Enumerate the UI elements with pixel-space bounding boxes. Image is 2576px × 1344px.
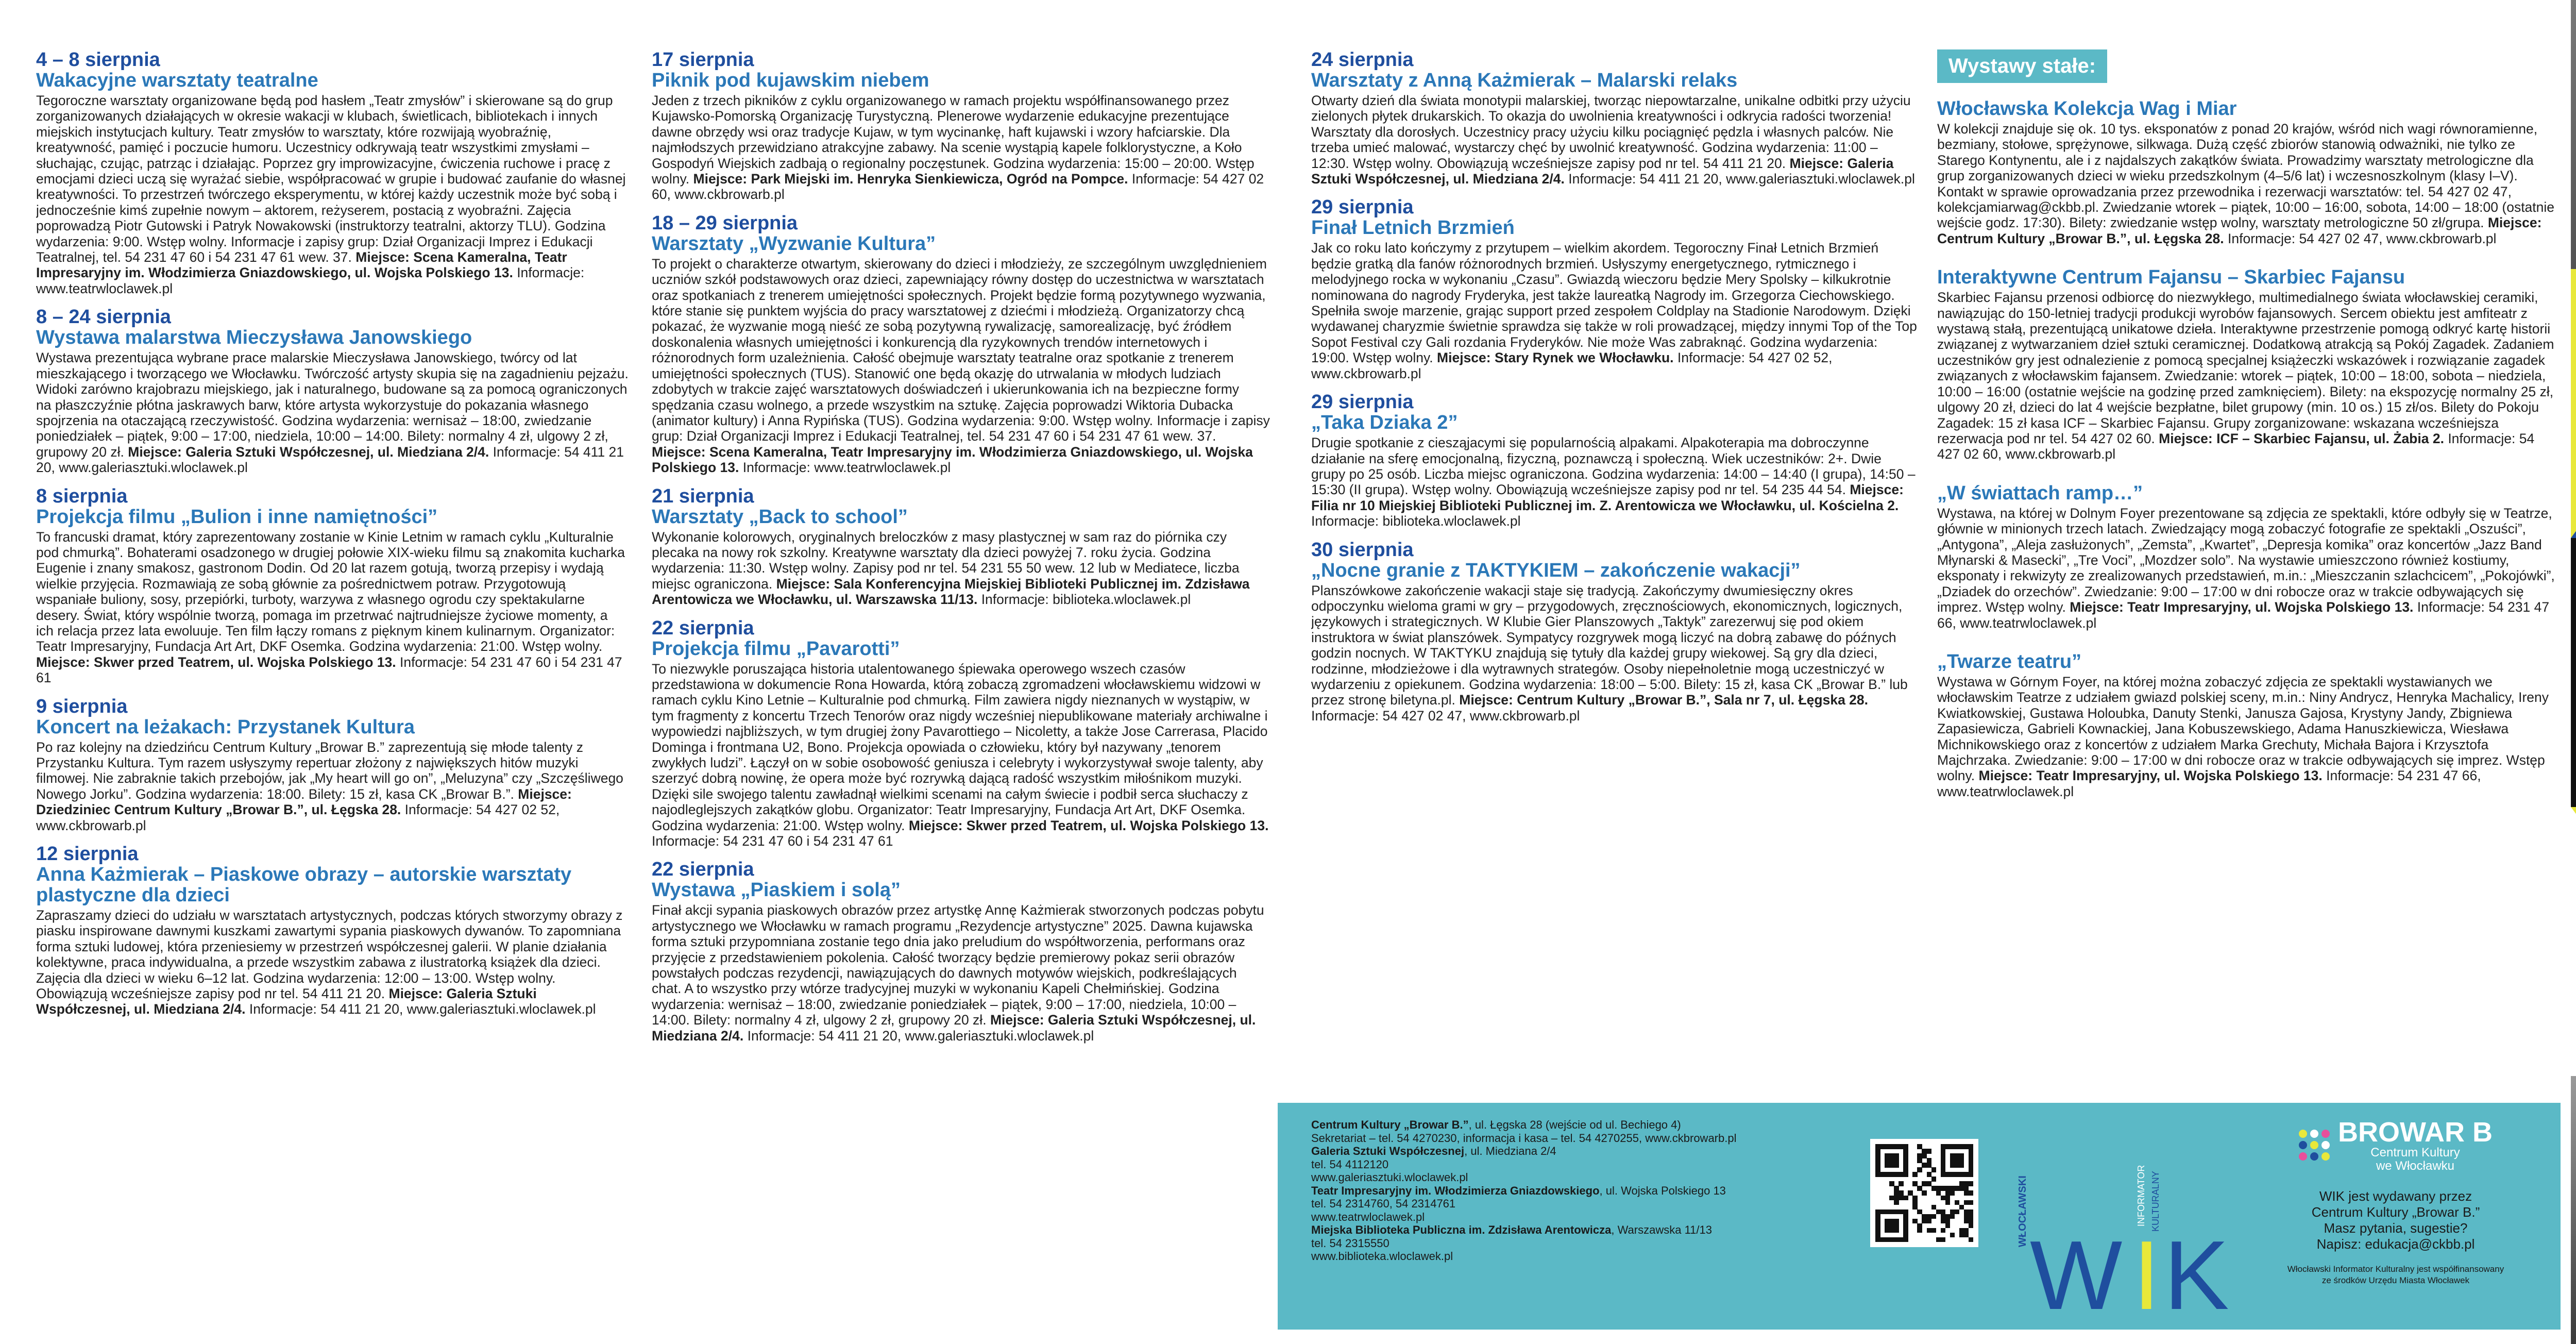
event-info: Informacje: www.teatrwloclawek.pl bbox=[742, 460, 951, 476]
event-date: 22 sierpnia bbox=[652, 617, 754, 639]
financing-line: Włocławski Informator Kulturalny jest współfinansowany bbox=[2287, 1264, 2504, 1274]
institution-detail: www.galeriasztuki.wloclawek.pl bbox=[1311, 1171, 1468, 1184]
event-entry bbox=[36, 49, 629, 296]
exhibition-text: Wystawa w Górnym Foyer, na której można zobaczyć zdjęcia ze spektakli wystawianych we włocławskim Teatrze z udziałem gwiazd polskiej sceny, m.in.: Niny Andrycz, Henryka Machalicy, Ireny Kwiatkowskiej, Gustawa Holoubka, Danuty Stenki, Janusza Gajosa, Krystyny Jandy, Zbigniewa Zapasiewicza, Gabrieli Kownackiej, Jana Kobuszewskiego, Adama Hanuszkiewicza, Wiesława Michnikowskiego oraz z koncertów z udziałem Marka Grechuty, Michała Bajora i Krzysztofa Majchrzaka. Zwiedzanie: 9:00 – 17:00 w dni robocze oraz w trakcie odbywających się imprez. Wstęp wolny. bbox=[1937, 674, 2549, 784]
event-title: Warsztaty „Wyzwanie Kultura” bbox=[652, 232, 936, 255]
event-info: Informacje: 54 427 02 47, www.ckbrowarb.pl bbox=[1311, 708, 1580, 724]
institution-name: Miejska Biblioteka Publiczna im. Zdzisława Arentowicza bbox=[1311, 1223, 1612, 1236]
event-venue: Miejsce: Dziedziniec Centrum Kultury „Browar B.”, ul. Łęgska 28. bbox=[36, 786, 572, 818]
event-title: Wystawa „Piaskiem i solą” bbox=[652, 879, 901, 901]
exhibition-text: Wystawa, na której w Dolnym Foyer prezentowane są zdjęcia ze spektakli, które odbyły się w Teatrze, głównie w minionych trzech latach. Zwiedzający mogą zobaczyć fotografie ze spektakli „Oszuści”, „Antygona”, „Aleja zasłużonych”, „Zemsta”, „Kwartet”, „Depresja komika” oraz koncertów „Jazz Band Młynarski & Masecki”, „Tre Voci”, „Mozdzer solo”. Na wystawie umieszczono również kostiumy, eksponaty i rekwizyty ze zrealizowanych przedstawień, m.in.: „Mieszczanin szlachcicem”, „Pokojówki”, „Dziadek do orzechów”. Zwiedzanie: 9:00 – 17:00 w dni robocze oraz w trakcie odbywających się imprez. Wstęp wolny. bbox=[1937, 505, 2555, 615]
exhibition-description bbox=[1937, 290, 2561, 462]
event-info: Informacje: 54 231 47 60 i 54 231 47 61 bbox=[36, 654, 622, 686]
event-date: 4 – 8 sierpnia bbox=[36, 49, 160, 71]
event-entry bbox=[652, 49, 1270, 203]
browar-sub1: Centrum Kultury bbox=[2370, 1146, 2460, 1160]
event-venue: Miejsce: Galeria Sztuki Współczesnej, ul. Miedziana 2/4. bbox=[128, 444, 489, 460]
publisher-block bbox=[2251, 1118, 2540, 1286]
triangle-yellow-2 bbox=[2571, 269, 2576, 538]
event-date: 22 sierpnia bbox=[652, 859, 754, 881]
exhibition-entry bbox=[1937, 267, 2561, 462]
publisher-line: Masz pytania, sugestie? bbox=[2324, 1220, 2468, 1236]
event-entry bbox=[36, 844, 629, 1017]
event-info: Informacje: 54 411 21 20, www.galeriasztuki.wloclawek.pl bbox=[747, 1028, 1094, 1044]
publisher-email[interactable]: Napisz: edukacja@ckbb.pl bbox=[2316, 1236, 2475, 1252]
qr-code[interactable] bbox=[1870, 1139, 1978, 1247]
mini-logo-i: I bbox=[2133, 1221, 2160, 1319]
event-description bbox=[652, 256, 1270, 476]
event-date: 12 sierpnia bbox=[36, 843, 139, 865]
mini-logo-line1: WŁOCŁAWSKI bbox=[2017, 1175, 2028, 1247]
event-text: Planszówkowe zakończenie wakacji staje się tradycją. Zakończymy dwumiesięczny okres odpoczynku wieloma grami w gry – przygodowych, zręcznościowych, ekonomicznych, logicznych, językowych i strategicznych. W Klubie Gier Planszowych „Taktyk” zarezerwuj się pod okiem instruktora w świat planszówek. Sympatycy rozgrywek mogą liczyć na dobrą zabawę do późnych godzin nocnych. W TAKTYKU znajdują się tytuły dla każdej grupy wiekowej. Są gry dla dzieci, rodzinne, młodzieżowe i dla wytrawnych strategów. Osoby niepełnoletnie mogą uczestniczyć w wydarzeniu z opiekunem. Godzina wydarzenia: 18:00 – 5:00. Bilety: 15 zł, kasa CK „Browar B.” lub przez stronę biletyna.pl. bbox=[1311, 582, 1908, 708]
event-venue: Miejsce: Park Miejski im. Henryka Sienkiewicza, Ogród na Pompce. bbox=[693, 171, 1128, 187]
event-venue: Miejsce: Filia nr 10 Miejskiej Biblioteki Publicznej im. Z. Arentowicza we Włocławku, ul. Kościelna 2. bbox=[1311, 482, 1904, 513]
event-text: Otwarty dzień dla świata monotypii malarskiej, tworząc niepowtarzalne, unikalne odbitki przy użyciu zielonych płytek drukarskich. To okazja do uwolnienia kreatywności i odkrycia radości tworzenia! Warsztaty dla dorosłych. Uczestnicy pracy użyciu kilku pociągnięć pędzla i własnych palców. Nie trzeba umieć malować, wystarczy chęć by uwolnić kreatywność. Godzina wydarzenia: 11:00 – 12:30. Wstęp wolny. Obowiązują wcześniejsze zapisy pod nr tel. 54 411 21 20. bbox=[1311, 93, 1911, 171]
event-info: Informacje: 54 427 02 52, www.ckbrowarb.pl bbox=[1311, 350, 1833, 381]
event-text: To projekt o charakterze otwartym, skierowany do dzieci i młodzieży, ze szczególnym uwzględnieniem uczniów szkół podstawowych oraz dzieci, zapewniający równy dostęp do uczestnictwa w warsztatach oraz spotkaniach z trenerem umiejętności społecznych. Projekt będzie formą pozytywnego wyzwania, które stanie się punktem wyjścia do pracy warsztatowej z dziećmi i młodzieżą. Organizatorzy chcą pokazać, że wyzwanie mogą nieść ze sobą pozytywną rywalizację, samorealizację, być źródłem doskonalenia własnych umiejętności i konkurencją dla ryzykownych trendów internetowych i różnorodnych form uzależnienia. Całość obejmuje warsztaty teatralne oraz spotkanie z trenerem umiejętności społecznych (TUS). Stanowić one będą okazję do utrwalania w młodych ludziach zdobytych w trakcie zajęć warsztatowych doświadczeń i ukierunkowania ich na bezpieczne formy spędzania czasu wolnego, a przede wszystkim na sztukę. Zajęcia poprowadzi Wiktoria Dubacka (animator kultury) i Anna Rypińska (TUS). Godzina wydarzenia: 9:00. Wstęp wolny. Informacje i zapisy grup: Dział Organizacji Imprez i Edukacji Teatralnej, tel. 54 231 47 60 i 54 231 47 61 wew. 37. bbox=[652, 256, 1270, 444]
event-info: Informacje: www.teatrwloclawek.pl bbox=[36, 265, 585, 296]
event-text: Po raz kolejny na dziedzińcu Centrum Kultury „Browar B.” zaprezentują się młode talenty z Przystanku Kultura. Tym razem usłyszymy repertuar złożony z największych hitów muzyki filmowej. Nie zabraknie takich przebojów, jak „My heart will go on”, „Meluzyna” czy „Szczęśliwego Nowego Jorku”. Godzina wydarzenia: 18:00. Bilety: 15 zł, kasa CK „Browar B.”. bbox=[36, 739, 623, 802]
event-venue: Miejsce: Sala Konferencyjna Miejskiej Biblioteki Publicznej im. Zdzisława Arentowicza we Włocławku, ul. Warszawska 11/13. bbox=[652, 576, 1250, 608]
event-venue: Miejsce: Scena Kameralna, Teatr Impresaryjny im. Włodzimierza Gniazdowskiego, ul. Wojska Polskiego 13. bbox=[36, 249, 567, 281]
event-description bbox=[652, 902, 1270, 1044]
event-entry bbox=[36, 696, 629, 833]
exhibition-description bbox=[1937, 674, 2561, 799]
institution-detail: , ul. Łęgska 28 (wejście od ul. Bechiego 4) bbox=[1468, 1118, 1681, 1131]
browar-b-logo bbox=[2251, 1118, 2540, 1173]
event-description bbox=[652, 93, 1270, 203]
event-description bbox=[1311, 583, 1919, 724]
event-venue: Miejsce: Galeria Sztuki Współczesnej, ul. Miedziana 2/4. bbox=[36, 986, 537, 1017]
event-title: Warsztaty „Back to school” bbox=[652, 506, 908, 528]
address-line bbox=[1311, 1211, 1832, 1224]
column-1 bbox=[36, 0, 629, 1344]
event-info: Informacje: biblioteka.wloclawek.pl bbox=[1311, 513, 1521, 529]
event-entry bbox=[1311, 392, 1919, 529]
financing-line: ze środków Urzędu Miasta Włocławek bbox=[2321, 1275, 2470, 1285]
event-venue: Miejsce: Galeria Sztuki Współczesnej, ul. Miedziana 2/4. bbox=[652, 1012, 1256, 1044]
address-line bbox=[1311, 1145, 1832, 1158]
event-date: 30 sierpnia bbox=[1311, 539, 1414, 561]
exhibition-info: Informacje: 54 427 02 47, www.ckbrowarb.pl bbox=[2228, 230, 2497, 246]
event-date: 8 – 24 sierpnia bbox=[36, 306, 171, 328]
event-date: 17 sierpnia bbox=[652, 49, 754, 71]
event-text: Wykonanie kolorowych, oryginalnych breloczków z masy plastycznej w sam raz do piórnika czy plecaka na nowy rok szkolny. Kreatywne warsztaty dla dzieci powyżej 7. roku życia. Godzina wydarzenia: 11:30. Wstęp wolny. Zapisy pod nr tel. 54 231 55 50 wew. 12 lub w Mediatece, liczba miejsc ograniczona. bbox=[652, 529, 1240, 592]
event-entry bbox=[652, 213, 1270, 476]
address-line bbox=[1311, 1158, 1832, 1171]
publisher-info bbox=[2251, 1188, 2540, 1252]
event-description bbox=[1311, 93, 1919, 187]
event-description bbox=[1311, 435, 1919, 529]
exhibition-venue: Miejsce: Centrum Kultury „Browar B.”, ul. Łęgska 28. bbox=[1937, 215, 2542, 246]
exhibition-venue: Miejsce: Teatr Impresaryjny, ul. Wojska Polskiego 13. bbox=[2070, 599, 2414, 615]
event-venue: Miejsce: Skwer przed Teatrem, ul. Wojska Polskiego 13. bbox=[36, 654, 396, 670]
institution-detail: tel. 54 2314760, 54 2314761 bbox=[1311, 1197, 1456, 1210]
event-description bbox=[36, 350, 629, 475]
event-title: Wakacyjne warsztaty teatralne bbox=[36, 70, 318, 91]
exhibition-description bbox=[1937, 506, 2561, 631]
event-text: To francuski dramat, który zaprezentowany zostanie w Kinie Letnim w ramach cyklu „Kulturalnie pod chmurką”. Bohaterami osadzonego w drugiej połowie XIX-wieku filmu są znakomita kucharka Eugenie i znany smakosz, gastronom Dodin. Od 20 lat razem gotują, tworzą przepisy i wydają wielkie przyjęcia. Rozmawiają ze sobą głównie za pośrednictwem potraw. Przygotowują wspaniałe buliony, sosy, przepiórki, turboty, warzywa z własnego ogrodu czy spektakularne desery. Świat, który wspólnie tworzą, pomaga im przetrwać najtrudniejsze życiowe momenty, a ich relacja przez lata ewoluuje. Ten film łączy romans z pięknym kinem kulinarnym. Organizator: Teatr Impresaryjny, Fundacja Art Art, DKF Osemka. Godzina wydarzenia: 21:00. Wstęp wolny. bbox=[36, 529, 625, 654]
address-line bbox=[1311, 1118, 1832, 1132]
event-title: „Taka Dziaka 2” bbox=[1311, 412, 1458, 434]
address-line bbox=[1311, 1171, 1832, 1184]
browar-dots-icon bbox=[2299, 1130, 2331, 1162]
triangle-white-4 bbox=[2571, 807, 2576, 1076]
financing-note bbox=[2251, 1264, 2540, 1286]
exhibition-title: Włocławska Kolekcja Wag i Miar bbox=[1937, 98, 2237, 120]
event-entry bbox=[36, 486, 629, 686]
institution-name: Galeria Sztuki Współczesnej bbox=[1311, 1145, 1465, 1157]
exhibition-info: Informacje: 54 231 47 66, www.teatrwloclawek.pl bbox=[1937, 768, 2481, 799]
event-date: 21 sierpnia bbox=[652, 485, 754, 507]
exhibition-entry bbox=[1937, 98, 2561, 246]
exhibition-title: Interaktywne Centrum Fajansu – Skarbiec Fajansu bbox=[1937, 266, 2405, 289]
event-text: Tegoroczne warsztaty organizowane będą pod hasłem „Teatr zmysłów” i skierowane są do grup zorganizowanych działających w okresie wakacji w klubach, świetlicach, bibliotekach i innych miejskich instytucjach kultury. Teatr zmysłów to warsztaty, które rozwijają wyobraźnię, kreatywność, pamięć i poczucie humoru. Uczestnicy odkrywają teatr wszystkimi zmysłami – słuchając, czując, patrząc i działając. Poprzez gry improwizacyjne, ćwiczenia ruchowe i pracę z emocjami dzieci uczą się wyrażać siebie, współpracować w grupie i budować zaufanie do własnej kreatywności. To przestrzeń twórczego eksperymentu, w której każdy uczestnik może być sobą i jednocześnie kimś zupełnie nowym – aktorem, reżyserem, postacią z wyobraźni. Zajęcia poprowadzą Piotr Gutowski i Patryk Nowakowski (instruktorzy teatralni, aktorzy TLU). Godzina wydarzenia: 9:00. Wstęp wolny. Informacje i zapisy grup: Dział Organizacji Imprez i Edukacji Teatralnej, tel. 54 231 47 60 i 54 231 47 61 wew. 37. bbox=[36, 93, 626, 265]
event-text: Jeden z trzech pikników z cyklu organizowanego w ramach projektu współfinansowanego przez Kujawsko-Pomorską Organizację Turystyczną. Plenerowe wydarzenie edukacyjne prezentujące dawne obrzędy wsi oraz tradycje Kujaw, w tym wycinankę, haft kujawski i wzory hafciarskie. Dla najmłodszych przewidziano atrakcyjne zabawy. Na scenie wystąpią kapele folklorystyczne, a Koło Gospodyń Wiejskich zadbają o regionalny poczęstunek. Godzina wydarzenia: 15:00 – 20:00. Wstęp wolny. bbox=[652, 93, 1255, 187]
wik-mini-logo bbox=[2009, 1123, 2236, 1319]
institution-detail: Sekretariat – tel. 54 4270230, informacja i kasa – tel. 54 4270255, www.ckbrowarb.pl bbox=[1311, 1131, 1737, 1145]
exhibition-info: Informacje: 54 231 47 66, www.teatrwloclawek.pl bbox=[1937, 599, 2550, 631]
address-line bbox=[1311, 1250, 1832, 1263]
institution-detail: tel. 54 4112120 bbox=[1311, 1157, 1389, 1171]
column-2 bbox=[652, 0, 1270, 1344]
publisher-line: WIK jest wydawany przez bbox=[2319, 1188, 2472, 1204]
event-date: 8 sierpnia bbox=[36, 485, 128, 507]
exhibition-description bbox=[1937, 121, 2561, 246]
exhibition-title: „W świattach ramp…” bbox=[1937, 482, 2143, 504]
event-entry bbox=[36, 307, 629, 475]
exhibition-info: Informacje: 54 427 02 60, www.ckbrowarb.pl bbox=[1937, 430, 2535, 462]
event-text: Wystawa prezentująca wybrane prace malarskie Mieczysława Janowskiego, twórcy od lat mieszkającego i tworzącego we Włocławku. Twórczość artysty skupia się na zagadnieniu pejzażu. Widoki zarówno krajobrazu miejskiego, jak i naturalnego, budowane są za pomocą ograniczonych na płaszczyźnie płótna jaskrawych barw, które artysta wykorzystuje do pokazania własnego spojrzenia na otaczającą rzeczywistość. Godzina wydarzenia: wernisaż – 18:00, zwiedzanie poniedziałek – piątek, 9:00 – 17:00, niedziela, 10:00 – 14:00. Bilety: normalny 4 zł, ulgowy 2 zł, grupowy 20 zł. bbox=[36, 350, 629, 460]
address-line bbox=[1311, 1197, 1832, 1211]
event-info: Informacje: 54 427 02 60, www.ckbrowarb.pl bbox=[652, 171, 1264, 203]
institution-name: Teatr Impresaryjny im. Włodzimierza Gniazdowskiego bbox=[1311, 1184, 1600, 1197]
mini-logo-k: K bbox=[2164, 1221, 2229, 1319]
event-venue: Miejsce: Scena Kameralna, Teatr Impresaryjny im. Włodzimierza Gniazdowskiego, ul. Wojska Polskiego 13. bbox=[652, 444, 1253, 476]
event-info: Informacje: 54 427 02 52, www.ckbrowarb.pl bbox=[36, 802, 560, 833]
event-title: „Nocne granie z TAKTYKIEM – zakończenie wakacji” bbox=[1311, 559, 1801, 581]
institution-detail: tel. 54 2315550 bbox=[1311, 1236, 1389, 1250]
event-title: Anna Każmierak – Piaskowe obrazy – autorskie warsztaty plastyczne dla dzieci bbox=[36, 864, 572, 906]
mini-logo-line3: KULTURALNY bbox=[2150, 1171, 2161, 1232]
book-illustration bbox=[2571, 538, 2576, 807]
event-description bbox=[1311, 240, 1919, 381]
event-description bbox=[36, 908, 629, 1017]
event-venue: Miejsce: Centrum Kultury „Browar B.”, Sala nr 7, ul. Łęgska 28. bbox=[1459, 692, 1869, 708]
browar-name: BROWAR B bbox=[2338, 1117, 2493, 1148]
event-entry bbox=[652, 618, 1270, 849]
exhibition-title: „Twarze teatru” bbox=[1937, 650, 2082, 673]
browar-sub2: we Włocławku bbox=[2376, 1159, 2455, 1173]
event-date: 18 – 29 sierpnia bbox=[652, 212, 798, 234]
publisher-line: Centrum Kultury „Browar B.” bbox=[2311, 1204, 2480, 1220]
address-line bbox=[1311, 1132, 1832, 1145]
event-title: Koncert na leżakach: Przystanek Kultura bbox=[36, 716, 415, 738]
permanent-exhibitions-tag: Wystawy stałe: bbox=[1937, 49, 2107, 83]
event-info: Informacje: 54 411 21 20, www.galeriasztuki.wloclawek.pl bbox=[249, 1001, 596, 1017]
event-venue: Miejsce: Skwer przed Teatrem, ul. Wojska Polskiego 13. bbox=[908, 817, 1269, 833]
permanent-exhibitions-list bbox=[1937, 98, 2561, 799]
event-date: 29 sierpnia bbox=[1311, 196, 1414, 219]
event-info: Informacje: biblioteka.wloclawek.pl bbox=[981, 592, 1191, 608]
institution-detail: , ul. Miedziana 2/4 bbox=[1464, 1145, 1556, 1157]
event-entry bbox=[1311, 540, 1919, 724]
event-description bbox=[36, 740, 629, 833]
event-venue: Miejsce: Galeria Sztuki Współczesnej, ul. Miedziana 2/4. bbox=[1311, 155, 1894, 187]
event-text: Finał akcji sypania piaskowych obrazów przez artystkę Annę Każmierak stworzonych podczas pobytu artystycznego we Włocławku w ramach programu „Rezydencje artystyczne” 2025. Dawna kujawska forma sztuki przypomniana zostanie tego dnia jako preludium do współtworzenia, performans oraz przyjęcie z przedstawieniem pokolenia. Całość tworzący będzie premierowy pokaz serii obrazów powstałych podczas rezydencji, nawiązujących do dawnych motywów wiejskich, podkreślających chat. A to wszystko przy wtórze tradycyjnej muzyki w wykonaniu Kapeli Chełmińskiej. Godzina wydarzenia: wernisaż – 18:00, zwiedzanie poniedziałek – piątek, 9:00 – 17:00, niedziela, 10:00 – 14:00. Bilety: normalny 4 zł, ulgowy 2 zł, grupowy 20 zł. bbox=[652, 902, 1264, 1028]
event-info: Informacje: 54 411 21 20, www.galeriasztuki.wloclawek.pl bbox=[36, 444, 624, 476]
exhibition-entry bbox=[1937, 651, 2561, 799]
event-title: Warsztaty z Anną Każmierak – Malarski relaks bbox=[1311, 70, 1738, 91]
mini-logo-line2: INFORMATOR bbox=[2136, 1165, 2146, 1227]
address-line bbox=[1311, 1223, 1832, 1237]
event-info: Informacje: 54 231 47 60 i 54 231 47 61 bbox=[652, 833, 893, 849]
institution-addresses bbox=[1311, 1118, 1832, 1263]
event-text: To niezwykle poruszająca historia utalentowanego śpiewaka operowego wszech czasów przedstawiona w dokumencie Rona Howarda, którą zobaczą zgromadzeni włocławskiemu widzowi w ramach cyklu Kino Letnie – Kulturalnie pod chmurką. Film zawiera nigdy nieznanych w wystąpiw, w tym fragmenty z koncertu Trzech Tenorów oraz nigdy wcześniej niepublikowane materiały archiwalne i wypowiedzi najbliższych, w tym drugiej żony Pavarottiego – Nicoletty, a także Jose Carrerasa, Placido Dominga i frontmana U2, Bono. Projekcja opowiada o człowieku, który był nazywany „tenorem zwykłych ludzi”. Łączył on w sobie osobowość geniusza i celebryty i wykorzystywał swoje talenty, aby szerzyć dobrą nowinę, że opera może być rozrywką dającą radość wszystkim miłośnikom muzyki. Dzięki sile swojego talentu zawładnął wielkimi scenami na całym świecie i podbił serca słuchaczy z najodleglejszych zakątków globu. Organizator: Teatr Impresaryjny, Fundacja Art Art, DKF Osemka. Godzina wydarzenia: 21:00. Wstęp wolny. bbox=[652, 661, 1268, 833]
event-title: Piknik pod kujawskim niebem bbox=[652, 70, 929, 91]
institution-detail: , ul. Wojska Polskiego 13 bbox=[1599, 1184, 1726, 1197]
event-title: Wystawa malarstwa Mieczysława Janowskiego bbox=[36, 327, 472, 349]
event-date: 9 sierpnia bbox=[36, 695, 128, 717]
event-text: Zapraszamy dzieci do udziału w warsztatach artystycznych, podczas których stworzymy obrazy z piasku inspirowane dawnymi kuszkami zawartymi sypania piaskowych dywanów. To zapomniana forma sztuki ludowej, która przeniesiemy w przestrzeń współczesnej galerii. W planie działania kolektywne, praca indywidualna, a przede wszystkim zabawa z ilustratorką książek dla dzieci. Zajęcia dla dzieci w wieku 6–12 lat. Godzina wydarzenia: 12:00 – 13:00. Wstęp wolny. Obowiązują wcześniejsze zapisy pod nr tel. 54 411 21 20. bbox=[36, 908, 623, 1002]
exhibition-text: Skarbiec Fajansu przenosi odbiorcę do niezwykłego, multimedialnego świata włocławskiej ceramiki, nawiązując do 150-letniej tradycji produkcji wyrobów fajansowych. Sercem obiektu jest amfiteatr z wystawą stałą, prezentującą unikatowe dzieła. Interaktywne przestrzenie pomogą odkryć kartę historii związanej z wytwarzaniem dzieł sztuki ceramicznej. Dodatkową atrakcją są Pokój Zagadek. Zadaniem uczestników gry jest odnalezienie z pomocą specjalnej książeczki wskazówek i rozwiązanie zagadek związanych z włocławskim fajansem. Zwiedzanie: wtorek – piątek, 10:00 – 18:00, sobota – niedziela, 10:00 – 16:00 (ostatnie wejście na godzinę przed zamknięciem). Bilety: na ekspozycję normalny 25 zł, ulgowy 20 zł, dzieci do lat 4 wejście bezpłatne, bilet grupowy (min. 10 os.) 15 zł/os. Bilety do Pokoju Zagadek: 15 zł kasa ICF – Skarbiec Fajansu. Grupy zorganizowane: wskazana wcześniejsza rezerwacja pod nr tel. 54 427 02 60. bbox=[1937, 290, 2554, 446]
exhibition-text: W kolekcji znajduje się ok. 10 tys. eksponatów z ponad 20 krajów, wśród nich wagi równoramienne, bezmiany, stołowe, sprężynowe, silkwaga. Dużą część zbiorów stanowią odważniki, nie tylko ze Starego Kontynentu, ale i z najdalszych zakątków świata. Prowadzimy warsztaty metrologiczne dla grup zorganizowanych dzieci w wieku przedszkolnym (4–5/6 lat) i wczesnoszkolnym (klasy I–V). Kontakt w sprawie oprowadzania przez przewodnika i rezerwacji warsztatów: tel. 54 427 02 47, kolekcjamiarwag@ckbb.pl. Zwiedzanie wtorek – piątek, 10:00 – 16:00, sobota, 14:00 – 18:00 (ostatnie wejście godz. 17:30). Bilety: zwiedzanie wstęp wolny, warsztaty metrologiczne 50 zł/grupa. bbox=[1937, 121, 2555, 231]
event-entry bbox=[652, 486, 1270, 608]
footer-box bbox=[1278, 1103, 2561, 1330]
event-date: 29 sierpnia bbox=[1311, 391, 1414, 413]
event-info: Informacje: 54 411 21 20, www.galeriasztuki.wloclawek.pl bbox=[1568, 171, 1915, 187]
event-text: Drugie spotkanie z ciesząjacymi się popularnością alpakami. Alpakoterapia ma dobroczynne działanie na sferę emocjonalną, fizyczną, poznawczą i społeczną. Wiek uczestników: 2+. Dwie grupy po 25 osób. Liczba miejsc ograniczona. Godzina wydarzenia: 14:00 – 14:40 (I grupa), 14:50 – 15:30 (II grupa). Wstęp wolny. Obowiązują wcześniejsze zapisy pod nr tel. 54 235 44 54. bbox=[1311, 435, 1916, 498]
institution-detail: www.biblioteka.wloclawek.pl bbox=[1311, 1250, 1453, 1263]
event-title: Finał Letnich Brzmień bbox=[1311, 217, 1515, 239]
mini-logo-w: W bbox=[2030, 1221, 2123, 1319]
photo-portrait-man bbox=[2571, 0, 2576, 269]
exhibition-venue: Miejsce: Teatr Impresaryjny, ul. Wojska Polskiego 13. bbox=[1978, 768, 2323, 784]
photo-mosaic bbox=[2571, 0, 2576, 1344]
event-entry bbox=[1311, 49, 1919, 187]
institution-name: Centrum Kultury „Browar B.” bbox=[1311, 1118, 1469, 1131]
address-line bbox=[1311, 1237, 1832, 1250]
exhibition-venue: Miejsce: ICF – Skarbiec Fajansu, ul. Żabia 2. bbox=[2159, 430, 2444, 446]
address-line bbox=[1311, 1184, 1832, 1198]
event-title: Projekcja filmu „Bulion i inne namiętności” bbox=[36, 506, 438, 528]
event-description bbox=[652, 529, 1270, 608]
event-entry bbox=[1311, 197, 1919, 381]
event-description bbox=[36, 529, 629, 686]
event-venue: Miejsce: Stary Rynek we Włocławku. bbox=[1437, 350, 1674, 366]
event-entry bbox=[652, 859, 1270, 1044]
exhibition-entry bbox=[1937, 483, 2561, 631]
event-date: 24 sierpnia bbox=[1311, 49, 1414, 71]
institution-detail: , Warszawska 11/13 bbox=[1611, 1223, 1712, 1236]
event-text: Jak co roku lato kończymy z przytupem – wielkim akordem. Tegoroczny Finał Letnich Brzmień będzie gratką dla fanów różnorodnych brzmień. Usłyszymy energetycznego, rytmicznego i melodyjnego rocka w wykonaniu „Czasu”. Gwiazdą wieczoru będzie Mery Spolsky – kilkukrotnie nominowana do nagrody Fryderyka, jest także laureatką Nagrody im. Grzegorza Ciechowskiego. Spełniła swoje marzenie, grając support przed zespołem Coldplay na Stadionie Narodowym. Dzięki wydawanej charyzmie świetnie sprawdza się także w roli prowadzącej, między innymi Top of the Top Sopot Festival czy Gali rozdania Fryderyków. Nie może Was zabraknąć. Godzina wydarzenia: 19:00. Wstęp wolny. bbox=[1311, 240, 1917, 366]
event-description bbox=[652, 661, 1270, 849]
institution-detail: www.teatrwloclawek.pl bbox=[1311, 1210, 1425, 1223]
photo-band bbox=[2571, 1076, 2576, 1344]
event-title: Projekcja filmu „Pavarotti” bbox=[652, 637, 900, 660]
event-description bbox=[36, 93, 629, 296]
